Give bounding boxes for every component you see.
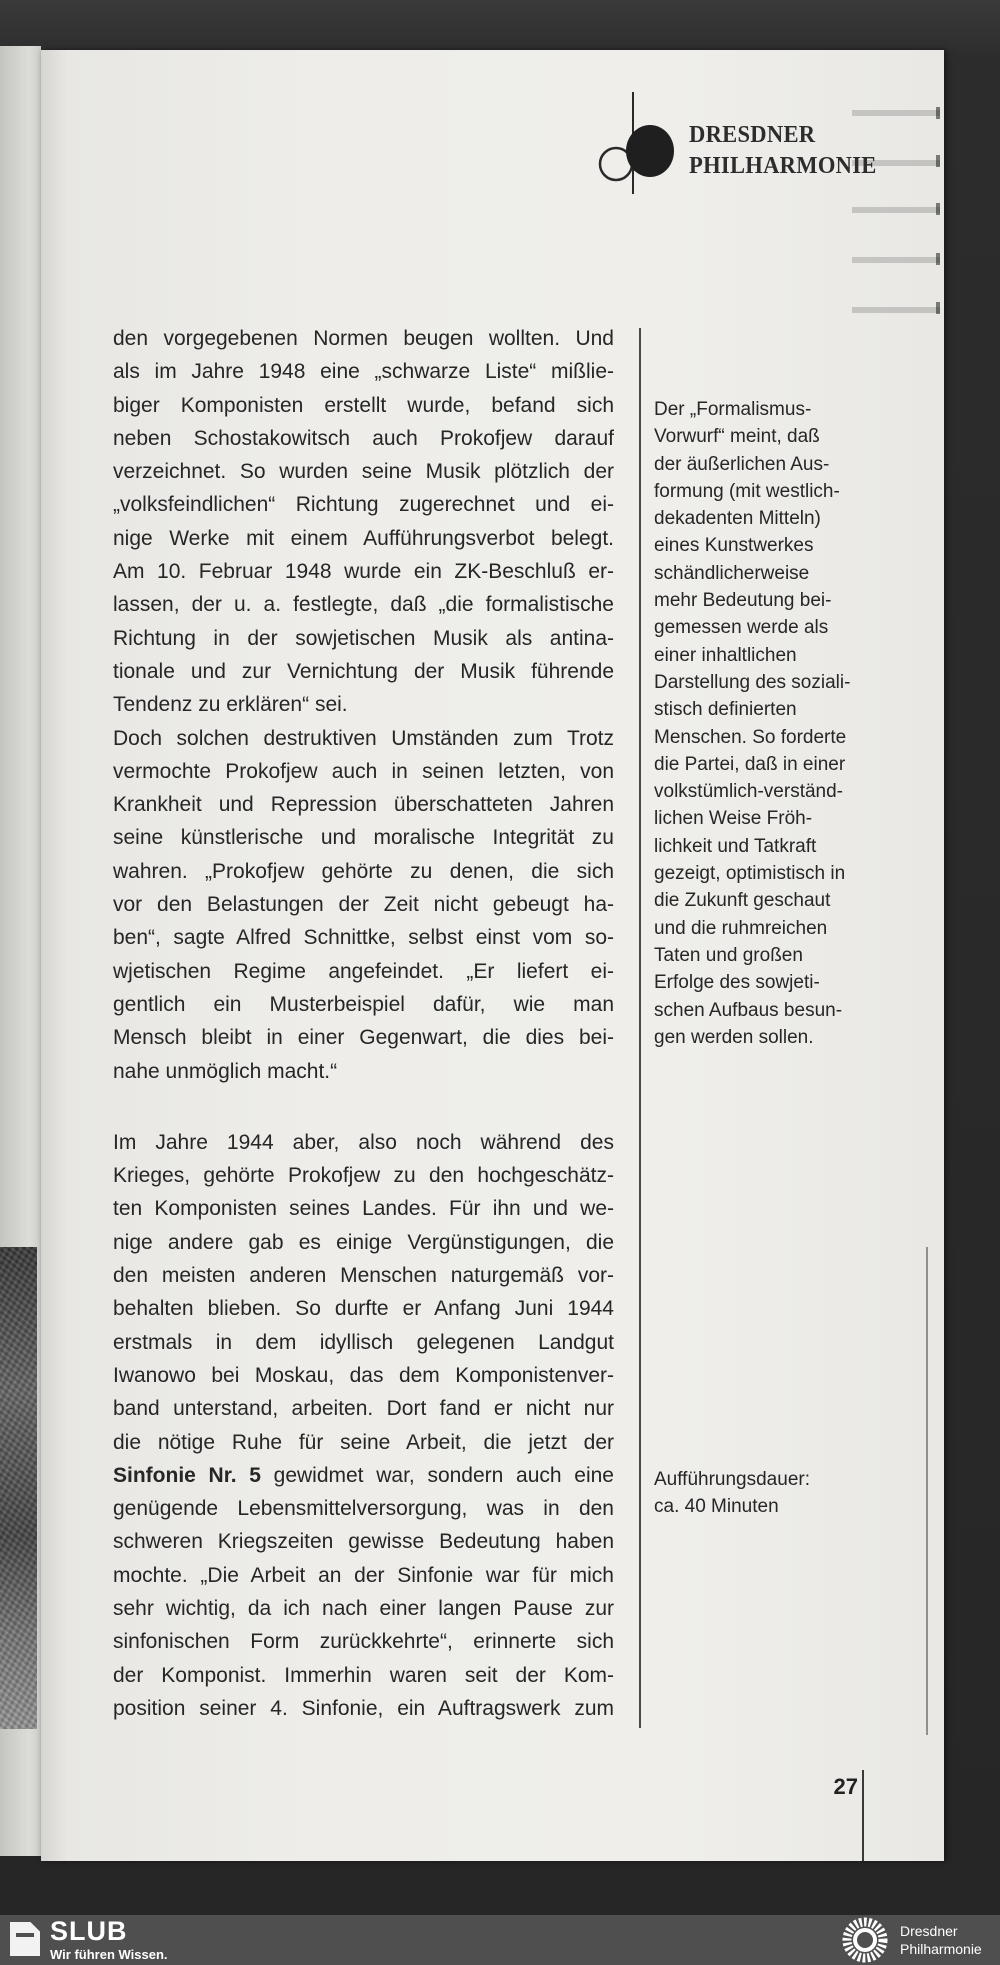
text-line: biger Komponisten erstellt wurde, befand sich (113, 393, 614, 417)
text-line: Der „Formalismus- (654, 399, 812, 420)
text-line: Richtung in der sowjetischen Musik als antina- (113, 626, 614, 650)
duration-label: Aufführungsdauer: (654, 1469, 810, 1490)
text-line: Darstellung des soziali- (654, 671, 851, 693)
text-line: gentlich ein Musterbeispiel dafür, wie man (113, 992, 614, 1016)
text-line: Am 10. Februar 1948 wurde ein ZK-Beschluß er- (113, 560, 614, 584)
text-line: volkstümlich-verständ- (654, 781, 843, 803)
text-line: die nötige Ruhe für seine Arbeit, die jetzt der (113, 1430, 614, 1454)
text-line: behalten blieben. So durfte er Anfang Juni 1944 (113, 1297, 614, 1321)
text-line: lassen, der u. a. festlegte, daß „die formalistische (113, 593, 614, 617)
text-line: gezeigt, optimistisch in (654, 863, 846, 885)
logo-line-2: PHILHARMONIE (689, 153, 877, 179)
page-number: 27 (833, 1774, 858, 1799)
text-line: vermochte Prokofjew auch in seinen letzten, von (113, 759, 614, 783)
philharmonie-logo-text (689, 120, 877, 182)
paragraph (113, 722, 614, 1088)
text-line: vor den Belastungen der Zeit nicht gebeugt ha- (113, 893, 614, 917)
text-line: dekadenten Mitteln) (654, 508, 821, 530)
text-line: den meisten anderen Menschen naturgemäß vor- (113, 1264, 614, 1288)
slub-tagline: Wir führen Wissen. (50, 1947, 168, 1962)
text-line: schändlicherweise (654, 562, 810, 584)
text-line: der Komponist. Immerhin waren seit der Kom- (113, 1663, 614, 1687)
text-line: genügende Lebensmittelversorgung, was in den (113, 1497, 614, 1521)
text-line: mochte. „Die Arbeit an der Sinfonie war für mich (113, 1563, 614, 1587)
text-line: wahren. „Prokofjew gehörte zu denen, die sich (113, 859, 614, 883)
text-line: ben“, sagte Alfred Schnittke, selbst einst vom so- (113, 926, 614, 950)
text-line: die Zukunft geschaut (654, 890, 831, 912)
text-line: Tendenz zu erklären“ sei. (113, 693, 348, 717)
text-line: Taten und großen (654, 944, 803, 966)
text-line: und die ruhmreichen (654, 917, 828, 939)
page-number-rule (862, 1770, 864, 1861)
text-line: nige andere gab es einige Vergünstigungen, die (113, 1230, 614, 1254)
text-line: seine künstlerische und moralische Integrität zu (113, 826, 614, 850)
text-line: erstmals in dem idyllisch gelegenen Landgut (113, 1330, 614, 1354)
sidebar-note (654, 396, 904, 1051)
text-line: „volksfeindlichen“ Richtung zugerechnet und ei- (113, 493, 614, 517)
partner-logo-text[interactable] (900, 1922, 982, 1958)
emphasized-work-title: Sinfonie Nr. 5 (113, 1463, 261, 1487)
main-text-column (113, 322, 614, 1725)
text-line: sinfonischen Form zurückkehrte“, erinnerte sich (113, 1630, 614, 1654)
bleed-through-tick (936, 203, 940, 215)
paragraph (113, 322, 614, 722)
text-line: neben Schostakowitsch auch Prokofjew darauf (113, 426, 614, 450)
partner-line-2: Philharmonie (900, 1941, 982, 1957)
text-line: eines Kunstwerkes (654, 535, 814, 557)
column-divider (639, 328, 641, 1728)
bleed-through-tick (936, 107, 940, 119)
text-line: lichkeit und Tatkraft (654, 835, 817, 857)
text-line: einer inhaltlichen (654, 644, 797, 666)
text-line: mehr Bedeutung bei- (654, 590, 832, 612)
performance-duration (654, 1466, 904, 1521)
slub-logo-icon (10, 1922, 40, 1956)
text-line: band unterstand, arbeiten. Dort fand er nicht nur (113, 1397, 614, 1421)
text-line: wjetischen Regime angefeindet. „Er liefert ei- (113, 959, 614, 983)
text-line: schweren Kriegszeiten gewisse Bedeutung haben (113, 1530, 614, 1554)
text-line: Im Jahre 1944 aber, also noch während des (113, 1130, 614, 1154)
paragraph (113, 1126, 614, 1725)
page-inner-margin-line (926, 1247, 928, 1735)
text-line: sehr wichtig, da ich nach einer langen Pause zur (113, 1596, 614, 1620)
text-segment: gewidmet war, sondern auch eine (260, 1463, 614, 1487)
slub-brand[interactable]: SLUB (50, 1916, 128, 1946)
text-line: schen Aufbaus besun- (654, 999, 843, 1021)
partner-line-1: Dresdner (900, 1923, 958, 1939)
text-line: position seiner 4. Sinfonie, ein Auftragswerk zum (113, 1696, 614, 1720)
text-line: Krankheit und Repression überschatteten Jahren (113, 793, 614, 817)
text-line: stisch definierten (654, 699, 797, 721)
logo-line-1: DRESDNER (689, 122, 816, 148)
text-line: als im Jahre 1948 eine „schwarze Liste“ mißlie- (113, 360, 614, 384)
text-line (113, 1459, 614, 1492)
bleed-through-tick (936, 155, 940, 167)
text-line: nahe unmöglich macht.“ (113, 1059, 338, 1083)
text-line: Mensch bleibt in einer Gegenwart, die dies bei- (113, 1026, 614, 1050)
text-line: tionale und zur Vernichtung der Musik führende (113, 659, 614, 683)
text-line: nige Werke mit einem Aufführungsverbot belegt. (113, 526, 614, 550)
text-line: Krieges, gehörte Prokofjew zu den hochgeschätz- (113, 1164, 614, 1188)
text-line: gen werden sollen. (654, 1026, 814, 1048)
text-line: Doch solchen destruktiven Umständen zum Trotz (113, 726, 614, 750)
text-line: lichen Weise Fröh- (654, 808, 813, 830)
bleed-through-stripe (852, 110, 940, 116)
sunburst-logo-icon (842, 1917, 888, 1963)
bleed-through-stripe (852, 207, 940, 213)
text-line: gemessen werde als (654, 617, 829, 639)
bleed-through-tick (936, 253, 940, 265)
text-line: der äußerlichen Aus- (654, 453, 830, 475)
text-line: formung (mit westlich- (654, 480, 840, 502)
bleed-through-stripe (852, 307, 940, 313)
text-line: Erfolge des sowjeti- (654, 972, 820, 994)
text-line: Vorwurf“ meint, daß (654, 426, 820, 448)
duration-value: ca. 40 Minuten (654, 1496, 779, 1518)
bleed-through-stripe (852, 257, 940, 263)
text-line: Menschen. So forderte (654, 726, 847, 748)
bleed-through-tick (936, 302, 940, 314)
adjacent-page-photo (0, 1247, 37, 1729)
philharmonie-logo-icon (585, 88, 685, 200)
text-line: verzeichnet. So wurden seine Musik plötzlich der (113, 460, 614, 484)
text-line: ten Komponisten seines Landes. Für ihn und we- (113, 1197, 614, 1221)
text-line: den vorgegebenen Normen beugen wollten. Und (113, 327, 614, 350)
text-line: Iwanowo bei Moskau, das dem Komponistenver- (113, 1363, 614, 1387)
slub-logo-icon-stripe (16, 1933, 34, 1937)
text-line: die Partei, daß in einer (654, 753, 846, 775)
